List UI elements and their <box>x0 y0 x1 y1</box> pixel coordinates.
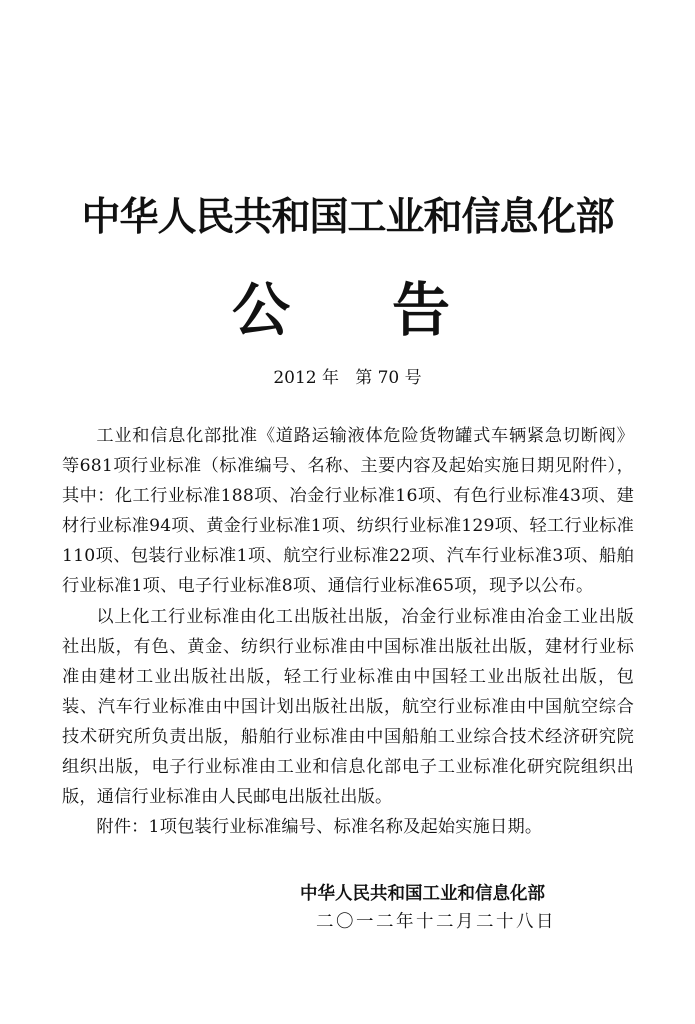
body-paragraph-attachment: 附件：1项包装行业标准编号、标准名称及起始实施日期。 <box>96 817 543 838</box>
notice-title-char-1: 公 <box>232 276 291 344</box>
notice-title <box>0 275 695 345</box>
body-paragraph-2: 以上化工行业标准由化工出版社出版，冶金行业标准由冶金工业出版社出版，有色、黄金、纺织行业标准由中国标准出版社出版，建材行业标准由建材工业出版社出版，轻工行业标准由中国轻工业出版社出版，包装、汽车行业标准由中国计划出版社出版，航空行业标准由中国航空综合技术研究所负责出版，船舶行业标准由中国船舶工业综合技术经济研究院组织出版，电子行业标准由工业和信息化部电子工业标准化研究院组织出版，通信行业标准由人民邮电出版社出版。 <box>62 606 634 808</box>
ministry-title: 中华人民共和国工业和信息化部 <box>81 195 614 240</box>
notice-title-char-2: 告 <box>392 276 451 344</box>
issue-number: 2012 年 第 70 号 <box>273 368 422 388</box>
signature-organization: 中华人民共和国工业和信息化部 <box>300 884 545 904</box>
signature-date: 二〇一二年十二月二十八日 <box>316 912 556 932</box>
notice-body <box>62 421 634 842</box>
body-paragraph-1: 工业和信息化部批准《道路运输液体危险货物罐式车辆紧急切断阀》等681项行业标准（标准编号、名称、主要内容及起始实施日期见附件），其中：化工行业标准188项、冶金行业标准16项、有色行业标准43项、建材行业标准94项、黄金行业标准1项、纺织行业标准129项、轻工行业标准110项、包装行业标准1项、航空行业标准22项、汽车行业标准3项、船舶行业标准1项、电子行业标准8项、通信行业标准65项，现予以公布。 <box>62 426 634 597</box>
signature-block <box>300 880 630 936</box>
